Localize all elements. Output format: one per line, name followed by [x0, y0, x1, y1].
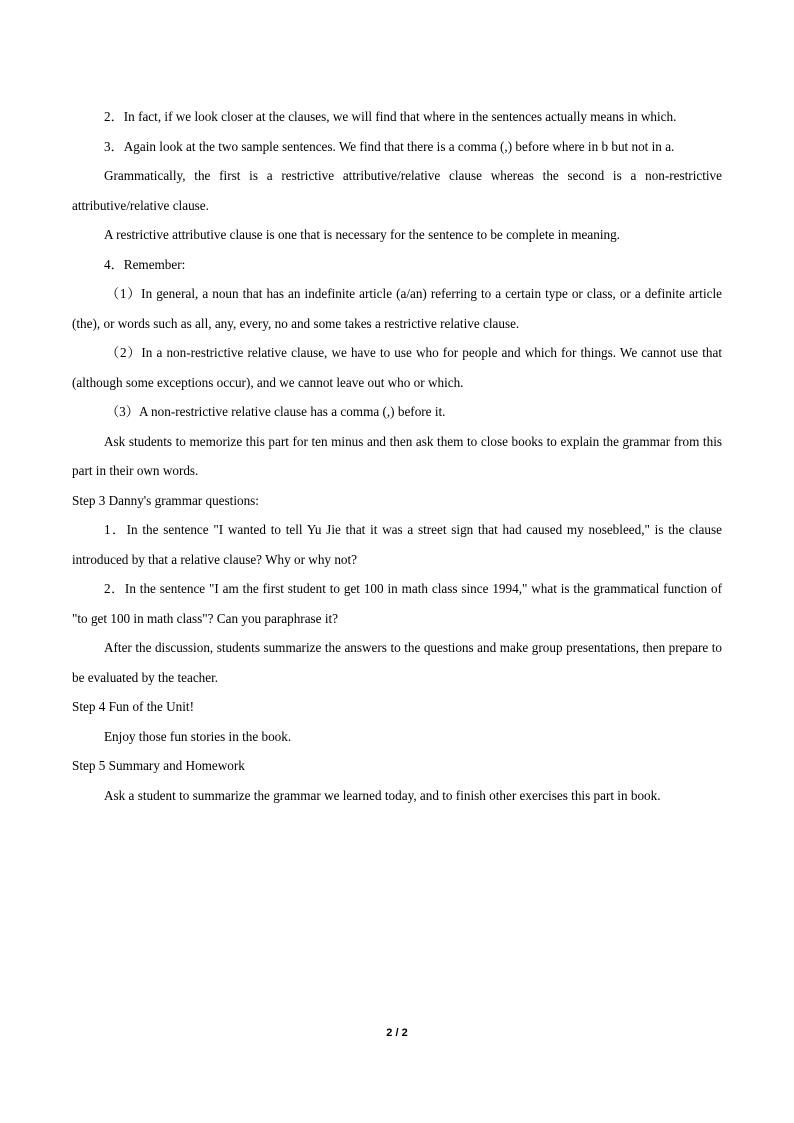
paragraph-memorize: Ask students to memorize this part for ten minus and then ask them to close books to explain the grammar from this part in their own words.	[72, 433, 722, 478]
paragraph-homework: Ask a student to summarize the grammar we learned today, and to finish other exercises this part in book.	[104, 787, 661, 803]
list-item-remember-1: （1）In general, a noun that has an indefinite article (a/an) referring to a certain type or class, or a definite article (the), or words such as all, any, every, no and some takes a restrictive relative clause.	[72, 286, 722, 331]
paragraph-grammatically: Grammatically, the first is a restrictive attributive/relative clause whereas the second is a non-restrictive attributive/relative clause.	[72, 168, 722, 213]
question-2: 2．In the sentence "I am the first student to get 100 in math class since 1994," what is the grammatical function of "to get 100 in math class"? Can you paraphrase it?	[72, 581, 722, 626]
paragraph-clause-where-means-in-which: 2．In fact, if we look closer at the clauses, we will find that where in the sentences actually means in which.	[104, 109, 677, 124]
paragraph-comma-before-where: 3．Again look at the two sample sentences. We find that there is a comma (,) before where in b but not in a.	[104, 138, 675, 154]
page-number: 2 / 2	[386, 1027, 408, 1039]
step-4-heading: Step 4 Fun of the Unit!	[72, 699, 194, 714]
paragraph-enjoy-stories: Enjoy those fun stories in the book.	[104, 728, 292, 744]
paragraph-discussion: After the discussion, students summarize the answers to the questions and make group presentations, then prepare to be evaluated by the teacher.	[72, 640, 722, 685]
paragraph-remember: 4．Remember:	[104, 256, 186, 272]
step-3-heading: Step 3 Danny's grammar questions:	[72, 492, 259, 508]
step-5-heading: Step 5 Summary and Homework	[72, 758, 245, 773]
question-1: 1．In the sentence "I wanted to tell Yu Jie that it was a street sign that had caused my nosebleed," is the clause introduced by that a relative clause? Why or why not?	[72, 522, 722, 567]
paragraph-restrictive-definition: A restrictive attributive clause is one that is necessary for the sentence to be complete in meaning.	[104, 227, 620, 242]
list-item-remember-2: （2）In a non-restrictive relative clause, we have to use who for people and which for things. We cannot use that (although some exceptions occur), and we cannot leave out who or which.	[72, 345, 722, 390]
list-item-remember-3: （3）A non-restrictive relative clause has a comma (,) before it.	[106, 404, 446, 419]
document-body	[72, 102, 722, 810]
